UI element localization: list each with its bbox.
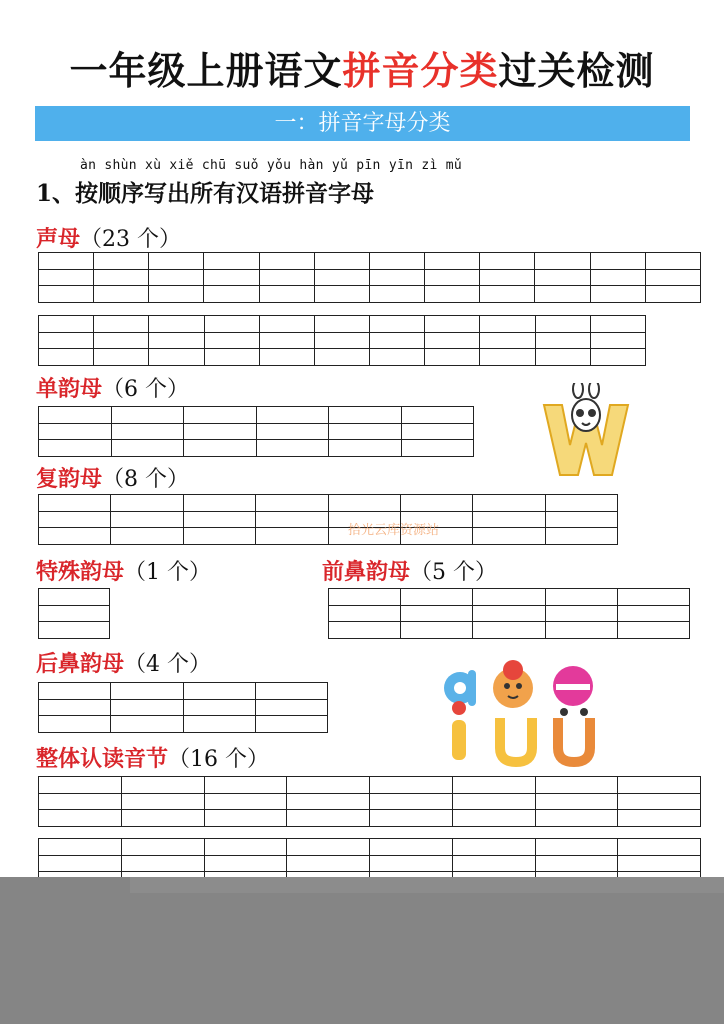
grid-cell[interactable] — [617, 589, 689, 606]
grid-cell[interactable] — [111, 495, 183, 512]
grid-cell[interactable] — [618, 793, 701, 810]
grid-cell[interactable] — [149, 286, 204, 303]
grid-cell[interactable] — [39, 332, 94, 349]
grid-cell[interactable] — [39, 316, 94, 333]
grid-row — [39, 605, 110, 622]
grid-cell[interactable] — [149, 316, 204, 333]
grid-cell[interactable] — [401, 589, 473, 606]
section-label: 整体认读音节 — [36, 746, 169, 772]
grid-cell[interactable] — [535, 777, 618, 794]
section-houbi — [36, 647, 211, 678]
grid-cell[interactable] — [473, 589, 545, 606]
grid-cell[interactable] — [256, 528, 328, 545]
grid-cell[interactable] — [183, 495, 255, 512]
grid-cell[interactable] — [111, 528, 183, 545]
grid-cell[interactable] — [121, 839, 204, 856]
grid-cell[interactable] — [329, 622, 401, 639]
grid-cell[interactable] — [473, 511, 545, 528]
grid-cell[interactable] — [425, 286, 480, 303]
grid-row — [39, 699, 328, 716]
grid-cell[interactable] — [314, 253, 369, 270]
grid-cell[interactable] — [545, 495, 617, 512]
watermark: 拾光云库资源站 — [348, 523, 440, 538]
grid-row — [39, 793, 701, 810]
grid-cell[interactable] — [480, 316, 535, 333]
grid-cell[interactable] — [121, 855, 204, 872]
grid-cell[interactable] — [535, 316, 590, 333]
grid-cell[interactable] — [314, 332, 369, 349]
grid-cell[interactable] — [287, 839, 370, 856]
grid-cell[interactable] — [204, 286, 259, 303]
grid-cell[interactable] — [183, 683, 255, 700]
grid-cell[interactable] — [473, 528, 545, 545]
grid-cell[interactable] — [39, 495, 111, 512]
grid-cell[interactable] — [535, 793, 618, 810]
grid-cell[interactable] — [184, 407, 257, 424]
grid-cell[interactable] — [329, 589, 401, 606]
grid-row — [39, 495, 618, 512]
grid-cell[interactable] — [425, 316, 480, 333]
grid-row — [39, 511, 618, 528]
grid-row — [39, 810, 701, 827]
grid-cell[interactable] — [545, 589, 617, 606]
grid-cell[interactable] — [184, 423, 257, 440]
mascot-w-illustration — [538, 383, 634, 483]
grid-cell[interactable] — [480, 269, 535, 286]
grid-cell[interactable] — [149, 253, 204, 270]
grid-cell[interactable] — [618, 810, 701, 827]
grid-cell[interactable] — [39, 683, 111, 700]
grid-row — [39, 777, 701, 794]
grid-cell[interactable] — [204, 332, 259, 349]
section-shengmu — [36, 222, 181, 253]
title-part-3: 过关检测 — [498, 49, 655, 93]
grid-cell[interactable] — [452, 810, 535, 827]
page-title — [0, 40, 724, 95]
grid-cell[interactable] — [39, 253, 94, 270]
grid-cell[interactable] — [184, 440, 257, 457]
grid-cell[interactable] — [39, 286, 94, 303]
grid-cell[interactable] — [204, 810, 287, 827]
grid-cell[interactable] — [452, 839, 535, 856]
grid-cell[interactable] — [401, 622, 473, 639]
grid-cell[interactable] — [204, 349, 259, 366]
grid-cell[interactable] — [94, 269, 149, 286]
grid-cell[interactable] — [259, 316, 314, 333]
grid-cell[interactable] — [256, 511, 328, 528]
grid-cell[interactable] — [590, 349, 645, 366]
section-label: 复韵母 — [36, 466, 103, 492]
bottom-gray-overlay-edge — [130, 877, 724, 893]
grid-cell[interactable] — [259, 349, 314, 366]
grid-cell[interactable] — [370, 332, 425, 349]
grid-cell[interactable] — [480, 332, 535, 349]
grid-cell[interactable] — [259, 286, 314, 303]
grid-cell[interactable] — [255, 699, 327, 716]
section-count: （8 个） — [102, 467, 190, 492]
grid-cell[interactable] — [121, 777, 204, 794]
grid-cell[interactable] — [94, 349, 149, 366]
grid-row — [39, 423, 474, 440]
grid-row — [39, 839, 701, 856]
grid-cell[interactable] — [329, 407, 402, 424]
grid-row — [329, 605, 690, 622]
grid-cell[interactable] — [111, 440, 184, 457]
grid-cell[interactable] — [149, 269, 204, 286]
grid-cell[interactable] — [183, 528, 255, 545]
grid-row — [39, 407, 474, 424]
section-count: （1 个） — [124, 560, 212, 585]
grid-cell[interactable] — [329, 423, 402, 440]
title-part-1: 一年级上册语文 — [69, 49, 343, 93]
grid-cell[interactable] — [39, 440, 112, 457]
grid-cell[interactable] — [425, 349, 480, 366]
grid-cell[interactable] — [618, 855, 701, 872]
grid-cell[interactable] — [369, 269, 424, 286]
grid-cell[interactable] — [645, 286, 700, 303]
section-label: 单韵母 — [36, 376, 103, 402]
grid-cell[interactable] — [39, 511, 111, 528]
section-zhengti — [36, 742, 269, 773]
section-banner: 一：拼音字母分类 — [35, 106, 690, 141]
grid-cell[interactable] — [401, 407, 474, 424]
grid-cell[interactable] — [401, 423, 474, 440]
grid-cell[interactable] — [645, 253, 700, 270]
grid-row — [39, 269, 701, 286]
grid-cell[interactable] — [370, 810, 453, 827]
grid-cell[interactable] — [39, 810, 122, 827]
section-label: 特殊韵母 — [36, 559, 125, 585]
writing-grid-shengmu-1[interactable] — [38, 252, 701, 303]
grid-cell[interactable] — [183, 511, 255, 528]
grid-cell[interactable] — [480, 253, 535, 270]
grid-cell[interactable] — [535, 349, 590, 366]
grid-row — [39, 528, 618, 545]
section-label: 后鼻韵母 — [36, 651, 125, 677]
grid-row — [329, 589, 690, 606]
writing-grid-zhengti-1[interactable] — [38, 776, 701, 827]
section-count: （16 个） — [168, 747, 270, 772]
grid-cell[interactable] — [314, 286, 369, 303]
grid-cell[interactable] — [401, 605, 473, 622]
grid-row — [39, 716, 328, 733]
grid-cell[interactable] — [370, 855, 453, 872]
question-text: 1、按顺序写出所有汉语拼音字母 — [36, 180, 375, 207]
section-fuyunmu — [36, 462, 189, 493]
grid-cell[interactable] — [39, 605, 110, 622]
section-danyunmu — [36, 372, 189, 403]
grid-cell[interactable] — [39, 855, 122, 872]
bottom-gray-overlay — [0, 877, 724, 1024]
grid-cell[interactable] — [287, 793, 370, 810]
grid-cell[interactable] — [204, 855, 287, 872]
grid-cell[interactable] — [645, 269, 700, 286]
grid-cell[interactable] — [425, 269, 480, 286]
grid-cell[interactable] — [39, 716, 111, 733]
grid-cell[interactable] — [255, 716, 327, 733]
grid-cell[interactable] — [39, 777, 122, 794]
grid-cell[interactable] — [94, 316, 149, 333]
grid-cell[interactable] — [480, 349, 535, 366]
grid-cell[interactable] — [39, 793, 122, 810]
grid-cell[interactable] — [473, 495, 545, 512]
grid-cell[interactable] — [111, 407, 184, 424]
grid-cell[interactable] — [39, 589, 110, 606]
grid-cell[interactable] — [535, 253, 590, 270]
grid-cell[interactable] — [111, 683, 183, 700]
grid-cell[interactable] — [287, 777, 370, 794]
grid-cell[interactable] — [39, 699, 111, 716]
grid-cell[interactable] — [39, 349, 94, 366]
writing-grid-teshu[interactable] — [38, 588, 110, 639]
section-count: （5 个） — [410, 560, 498, 585]
grid-cell[interactable] — [314, 349, 369, 366]
grid-row — [39, 683, 328, 700]
grid-cell[interactable] — [618, 777, 701, 794]
grid-cell[interactable] — [287, 855, 370, 872]
grid-cell[interactable] — [39, 839, 122, 856]
section-count: （4 个） — [124, 652, 212, 677]
grid-cell[interactable] — [94, 332, 149, 349]
grid-cell[interactable] — [204, 316, 259, 333]
section-label: 声母 — [36, 226, 81, 252]
grid-cell[interactable] — [204, 269, 259, 286]
section-qianbi — [322, 555, 497, 586]
grid-cell[interactable] — [370, 316, 425, 333]
grid-cell[interactable] — [535, 855, 618, 872]
grid-cell[interactable] — [452, 793, 535, 810]
grid-cell[interactable] — [425, 253, 480, 270]
writing-grid-shengmu-2[interactable] — [38, 315, 646, 366]
grid-row — [39, 622, 110, 639]
writing-grid-qianbi[interactable] — [328, 588, 690, 639]
grid-cell[interactable] — [39, 622, 110, 639]
grid-cell[interactable] — [370, 349, 425, 366]
grid-cell[interactable] — [545, 528, 617, 545]
grid-cell[interactable] — [111, 699, 183, 716]
grid-cell[interactable] — [369, 286, 424, 303]
grid-cell[interactable] — [259, 332, 314, 349]
grid-cell[interactable] — [545, 622, 617, 639]
grid-cell[interactable] — [370, 777, 453, 794]
grid-cell[interactable] — [314, 269, 369, 286]
grid-cell[interactable] — [149, 332, 204, 349]
grid-cell[interactable] — [369, 253, 424, 270]
writing-grid-houbi[interactable] — [38, 682, 328, 733]
grid-cell[interactable] — [255, 683, 327, 700]
grid-cell[interactable] — [329, 440, 402, 457]
grid-cell[interactable] — [111, 423, 184, 440]
grid-cell[interactable] — [204, 253, 259, 270]
grid-row — [39, 316, 646, 333]
grid-cell[interactable] — [618, 839, 701, 856]
grid-cell[interactable] — [121, 793, 204, 810]
grid-cell[interactable] — [329, 605, 401, 622]
grid-cell[interactable] — [535, 286, 590, 303]
grid-cell[interactable] — [401, 440, 474, 457]
grid-cell[interactable] — [39, 269, 94, 286]
grid-cell[interactable] — [590, 316, 645, 333]
writing-grid-fuyunmu[interactable] — [38, 494, 618, 545]
grid-cell[interactable] — [473, 605, 545, 622]
grid-cell[interactable] — [590, 286, 645, 303]
grid-cell[interactable] — [617, 622, 689, 639]
grid-cell[interactable] — [183, 699, 255, 716]
grid-cell[interactable] — [590, 269, 645, 286]
grid-row — [39, 855, 701, 872]
grid-row — [39, 589, 110, 606]
grid-cell[interactable] — [287, 810, 370, 827]
grid-cell[interactable] — [94, 286, 149, 303]
grid-cell[interactable] — [256, 440, 329, 457]
grid-cell[interactable] — [590, 332, 645, 349]
grid-cell[interactable] — [259, 253, 314, 270]
grid-cell[interactable] — [535, 810, 618, 827]
grid-cell[interactable] — [452, 855, 535, 872]
grid-cell[interactable] — [39, 407, 112, 424]
grid-row — [39, 332, 646, 349]
grid-row — [39, 286, 701, 303]
vowel-letters-illustration — [438, 650, 608, 768]
grid-cell[interactable] — [256, 423, 329, 440]
grid-cell[interactable] — [370, 839, 453, 856]
section-count: （6 个） — [102, 377, 190, 402]
grid-row — [39, 440, 474, 457]
grid-cell[interactable] — [535, 269, 590, 286]
writing-grid-danyunmu[interactable] — [38, 406, 474, 457]
grid-row — [329, 622, 690, 639]
grid-cell[interactable] — [425, 332, 480, 349]
section-label: 前鼻韵母 — [322, 559, 411, 585]
grid-cell[interactable] — [256, 495, 328, 512]
grid-cell[interactable] — [590, 253, 645, 270]
grid-cell[interactable] — [328, 495, 400, 512]
title-highlight: 拼音分类 — [342, 49, 499, 93]
grid-row — [39, 349, 646, 366]
grid-cell[interactable] — [473, 622, 545, 639]
grid-cell[interactable] — [149, 349, 204, 366]
grid-row — [39, 253, 701, 270]
grid-cell[interactable] — [314, 316, 369, 333]
grid-cell[interactable] — [259, 269, 314, 286]
grid-cell[interactable] — [545, 511, 617, 528]
grid-cell[interactable] — [256, 407, 329, 424]
section-count: （23 个） — [80, 227, 182, 252]
grid-cell[interactable] — [204, 777, 287, 794]
grid-cell[interactable] — [617, 605, 689, 622]
grid-cell[interactable] — [535, 839, 618, 856]
grid-cell[interactable] — [39, 423, 112, 440]
grid-cell[interactable] — [545, 605, 617, 622]
grid-cell[interactable] — [452, 777, 535, 794]
grid-cell[interactable] — [535, 332, 590, 349]
grid-cell[interactable] — [480, 286, 535, 303]
grid-cell[interactable] — [204, 793, 287, 810]
question-pinyin: àn shùn xù xiě chū suǒ yǒu hàn yǔ pīn yīn zì mǔ — [80, 158, 462, 173]
grid-cell[interactable] — [400, 495, 472, 512]
grid-cell[interactable] — [39, 528, 111, 545]
section-teshu — [36, 555, 211, 586]
grid-cell[interactable] — [111, 716, 183, 733]
grid-cell[interactable] — [183, 716, 255, 733]
grid-cell[interactable] — [94, 253, 149, 270]
grid-cell[interactable] — [121, 810, 204, 827]
grid-cell[interactable] — [370, 793, 453, 810]
grid-cell[interactable] — [204, 839, 287, 856]
grid-cell[interactable] — [111, 511, 183, 528]
